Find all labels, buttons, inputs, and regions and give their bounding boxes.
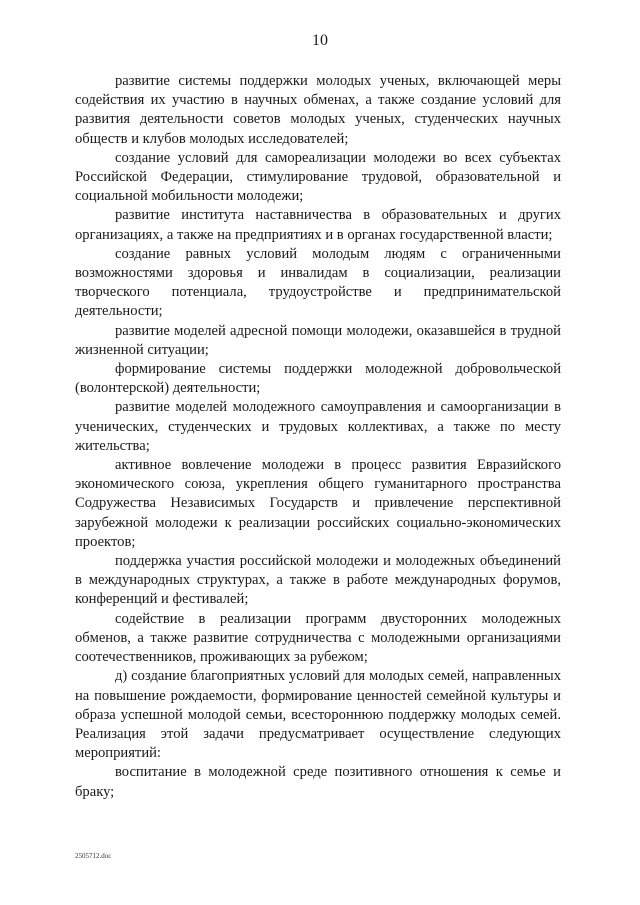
paragraph: развитие моделей адресной помощи молодежи, оказавшейся в трудной жизненной ситуации; — [75, 322, 561, 358]
paragraph: развитие системы поддержки молодых ученых, включающей меры содействия их участию в научных обменах, а также создание условий для развития деятельности советов молодых ученых, студенческих научных обществ и клубов молодых исследователей; — [75, 73, 561, 147]
paragraph: формирование системы поддержки молодежной добровольческой (волонтерской) деятельности; — [75, 361, 561, 397]
paragraph: содействие в реализации программ двусторонних молодежных обменов, а также развитие сотрудничества с молодежными организациями соотечественников, проживающих за рубежом; — [75, 610, 561, 666]
file-name-footer: 2505712.doc — [75, 852, 112, 860]
paragraph: создание условий для самореализации молодежи во всех субъектах Российской Федерации, стимулирование трудовой, образовательной и социальной мобильности молодежи; — [75, 149, 561, 205]
paragraph: активное вовлечение молодежи в процесс развития Евразийского экономического союза, укрепления общего гуманитарного пространства Содружества Независимых Государств и привлечение перспективной зарубежной молодежи к реализации российских социально-экономических проектов; — [75, 457, 561, 550]
page-number: 10 — [312, 32, 328, 49]
paragraph: развитие моделей молодежного самоуправления и самоорганизации в ученических, студенческих и трудовых коллективах, а также по месту жительства; — [75, 399, 561, 454]
paragraph: д) создание благоприятных условий для молодых семей, направленных на повышение рождаемости, формирование ценностей семейной культуры и образа успешной молодой семьи, всестороннюю поддержку молодых семей. Реализация этой задачи предусматривает осуществление следующих мероприятий: — [75, 668, 561, 762]
paragraph: развитие института наставничества в образовательных и других организациях, а также на предприятиях и в органах государственной власти; — [75, 207, 561, 243]
paragraph: воспитание в молодежной среде позитивного отношения к семье и браку; — [75, 764, 561, 800]
paragraph: создание равных условий молодым людям с ограниченными возможностями здоровья и инвалидам в социализации, реализации творческого потенциала, трудоустройстве и предпринимательской деятельности; — [75, 245, 561, 320]
paragraph: поддержка участия российской молодежи и молодежных объединений в международных структурах, а также в работе международных форумов, конференций и фестивалей; — [75, 553, 561, 608]
document-body — [75, 72, 561, 802]
